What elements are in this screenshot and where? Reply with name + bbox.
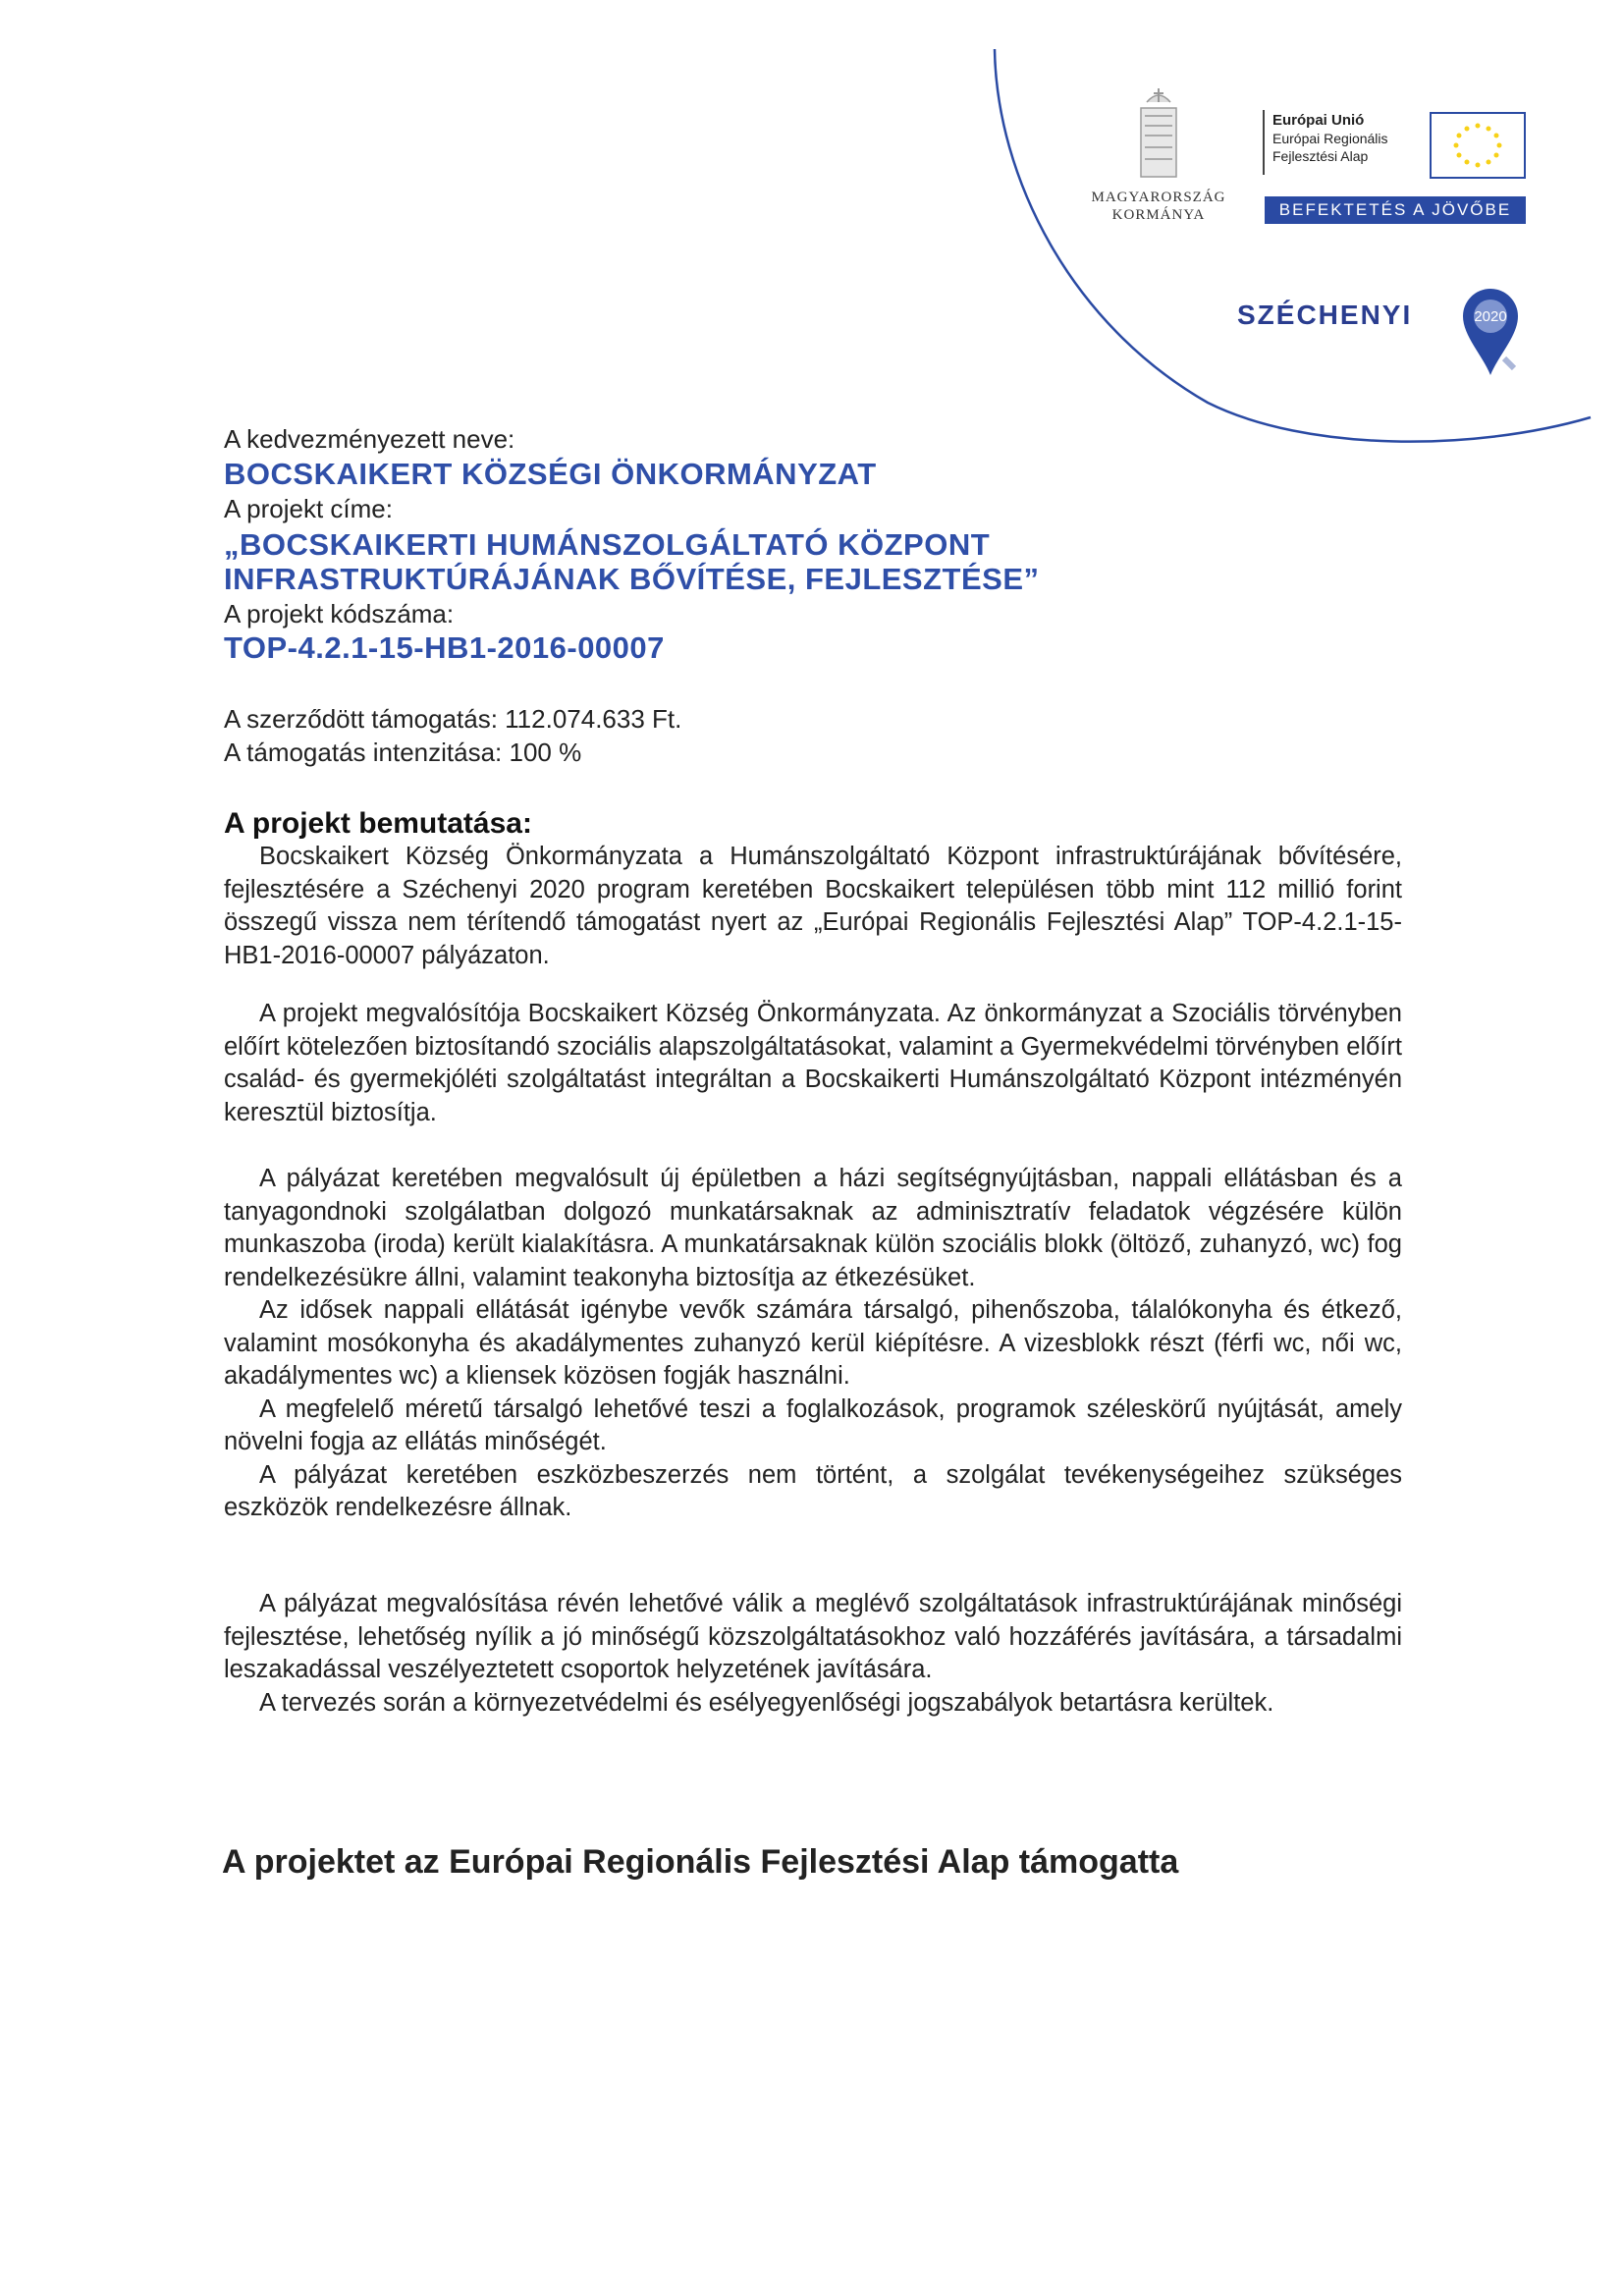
coat-of-arms-icon bbox=[1141, 88, 1176, 177]
support-amount: A szerződött támogatás: 112.074.633 Ft. bbox=[224, 704, 682, 734]
paragraph-4: Az idősek nappali ellátását igénybe vevők számára társalgó, pihenőszoba, tálalókonyha és étkező, valamint mosókonyha és akadálymentes zuhanyzó kerül kiépítésre. A vizesblokk részt (férfi wc, női wc, akadálymentes wc) a kliensek közösen fogják használni. bbox=[224, 1296, 1402, 1390]
beneficiary-label: A kedvezményezett neve: bbox=[224, 424, 515, 454]
project-code-label: A projekt kódszáma: bbox=[224, 599, 455, 629]
paragraph-2: A projekt megvalósítója Bocskaikert Község Önkormányzata. Az önkormányzat a Szociális törvényben előírt kötelezően biztosítandó szociális alapszolgáltatásokat, valamint a Gyermekvédelmi törvényben előírt család- és gyermekjóléti szolgáltatást integráltan a Bocskaikerti Humánszolgáltató Központ intézményén keresztül biztosítja. bbox=[224, 1000, 1402, 1126]
paragraph-7: A pályázat megvalósítása révén lehetővé válik a meglévő szolgáltatások infrastruktúrájának minőségi fejlesztése, lehetőség nyílik a jó minőségű közszolgáltatásokhoz való hozzáférés javítására, a társadalmi leszakadással veszélyeztetett csoportok helyzetének javítására. bbox=[224, 1590, 1402, 1683]
project-title-line-1: „BOCSKAIKERTI HUMÁNSZOLGÁLTATÓ KÖZPONT bbox=[224, 527, 991, 562]
eu-line-1: Európai Unió bbox=[1272, 112, 1365, 129]
section-heading: A projekt bemutatása: bbox=[224, 807, 532, 840]
project-title-line-2: INFRASTRUKTÚRÁJÁNAK BŐVÍTÉSE, FEJLESZTÉSE” bbox=[224, 562, 1040, 596]
project-title-label: A projekt címe: bbox=[224, 494, 393, 523]
government-logo-text bbox=[1060, 189, 1257, 224]
paragraph-block-2 bbox=[224, 998, 1402, 1129]
befektetes-banner: BEFEKTETÉS A JÖVŐBE bbox=[1265, 196, 1526, 224]
eu-line-2: Európai Regionális bbox=[1272, 131, 1388, 146]
paragraph-8: A tervezés során a környezetvédelmi és esélyegyenlőségi jogszabályok betartásra kerültek. bbox=[259, 1688, 1274, 1717]
paragraph-5: A megfelelő méretű társalgó lehetővé teszi a foglalkozások, programok széleskörű nyújtását, amely növelni fogja az ellátás minőségét. bbox=[224, 1394, 1402, 1455]
paragraph-block-3 bbox=[224, 1163, 1402, 1525]
gov-line-1: MAGYARORSZÁG bbox=[1091, 190, 1226, 205]
project-code: TOP-4.2.1-15-HB1-2016-00007 bbox=[224, 630, 665, 665]
eu-flag bbox=[1430, 112, 1526, 179]
eu-line-3: Fejlesztési Alap bbox=[1272, 148, 1369, 164]
support-intensity: A támogatás intenzitása: 100 % bbox=[224, 738, 582, 767]
paragraph-3: A pályázat keretében megvalósult új épületben a házi segítségnyújtásban, nappali ellátásban és a tanyagondnoki szolgálatban dolgozó munkatársaknak az adminisztratív feladatok végzésére külön munkaszoba (iroda) került kialakításra. A munkatársaknak külön szociális blokk (öltöző, zuhanyzó, wc) fog rendelkezésükre állni, valamint teakonyha biztosítja az étkezésüket. bbox=[224, 1165, 1402, 1291]
paragraph-1: Bocskaikert Község Önkormányzata a Humánszolgáltató Központ infrastruktúrájának bővítésére, fejlesztésére a Széchenyi 2020 program keretében Bocskaikert településen több mint 112 millió forint összegű vissza nem térítendő támogatást nyert az „Európai Regionális Fejlesztési Alap” TOP-4.2.1-15-HB1-2016-00007 pályázaton. bbox=[224, 843, 1402, 969]
paragraph-6: A pályázat keretében eszközbeszerzés nem történt, a szolgálat tevékenységeihez szükséges eszközök rendelkezésre állnak. bbox=[224, 1460, 1402, 1521]
szechenyi-logo-text: SZÉCHENYI bbox=[1237, 300, 1413, 330]
footer-support-statement: A projektet az Európai Regionális Fejlesztési Alap támogatta bbox=[222, 1843, 1179, 1881]
eu-logo-text bbox=[1272, 112, 1388, 165]
beneficiary-name: BOCSKAIKERT KÖZSÉGI ÖNKORMÁNYZAT bbox=[224, 457, 877, 491]
szechenyi-pin-icon bbox=[1463, 289, 1518, 375]
gov-line-2: KORMÁNYA bbox=[1111, 207, 1206, 223]
header-arc-graphic bbox=[0, 0, 1623, 462]
paragraph-block-4 bbox=[224, 1588, 1402, 1720]
eu-divider bbox=[1263, 110, 1265, 175]
szechenyi-year: 2020 bbox=[1474, 308, 1507, 325]
paragraph-block-1 bbox=[224, 841, 1402, 972]
